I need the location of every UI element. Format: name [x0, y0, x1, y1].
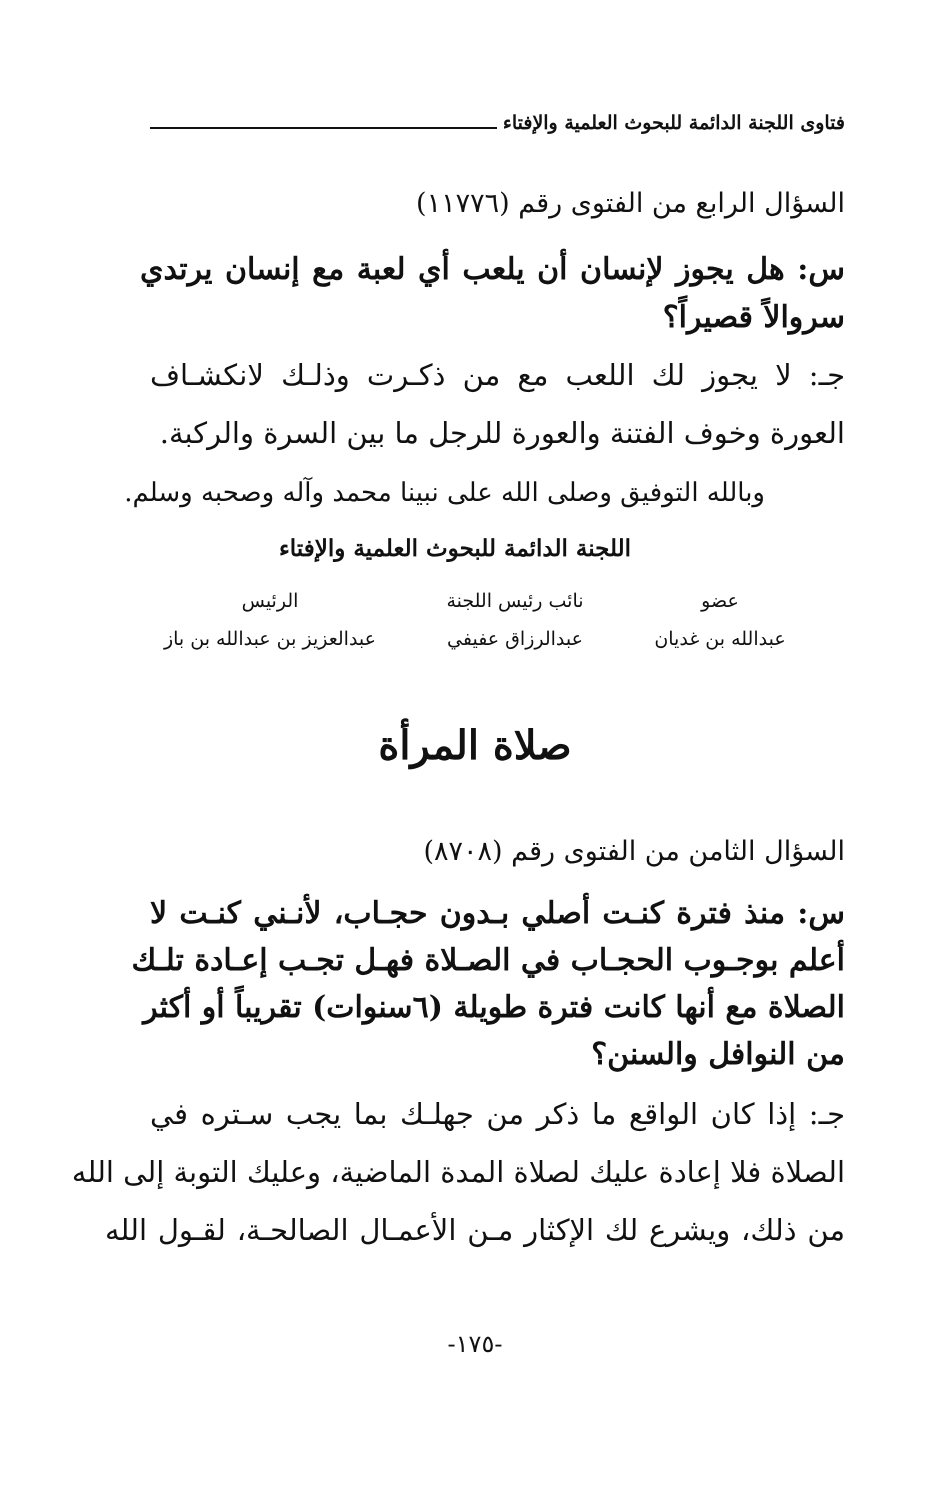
running-header — [150, 112, 845, 134]
page-number: -١٧٥- — [447, 1330, 503, 1358]
fatwa-1-answer-line-2: العورة وخوف الفتنة والعورة للرجل ما بين السرة والركبة. — [159, 416, 845, 450]
role-vice-president: نائب رئيس اللجنة — [446, 590, 584, 612]
fatwa-2-answer-line-3: من ذلك، ويشرع لك الإكثار مـن الأعمـال الصالحـة، لقـول الله — [105, 1213, 845, 1247]
name-vice-president: عبدالرزاق عفيفي — [447, 628, 583, 650]
fatwa-1-answer-line-1: جـ: لا يجوز لك اللعب مع من ذكـرت وذلـك لانكشـاف — [150, 358, 845, 392]
committee-name: اللجنة الدائمة للبحوث العلمية والإفتاء — [278, 535, 632, 562]
name-member: عبدالله بن غديان — [654, 628, 786, 650]
fatwa-1-question-line-1: س: هل يجوز لإنسان أن يلعب أي لعبة مع إنسان يرتدي — [140, 252, 845, 287]
fatwa-2-answer-line-1: جـ: إذا كان الواقع ما ذكر من جهلـك بما يجب سـتره في — [150, 1097, 845, 1131]
fatwa-2-answer-line-2: الصلاة فلا إعادة عليك لصلاة المدة الماضية، وعليك التوبة إلى الله — [71, 1155, 845, 1189]
fatwa-2-question-line-4: من النوافل والسنن؟ — [591, 1037, 845, 1072]
fatwa-1-closing: وبالله التوفيق وصلى الله على نبينا محمد وآله وصحبه وسلم. — [124, 478, 765, 508]
name-president: عبدالعزيز بن عبدالله بن باز — [163, 628, 377, 650]
header-rule — [150, 127, 497, 129]
fatwa-2-question-line-3: الصلاة مع أنها كانت فترة طويلة (٦سنوات) تقريباً أو أكثر — [143, 990, 845, 1025]
running-title: فتاوى اللجنة الدائمة للبحوث العلمية والإفتاء — [502, 112, 845, 134]
fatwa-1-reference: السؤال الرابع من الفتوى رقم (١١٧٧٦) — [416, 188, 845, 219]
role-member: عضو — [701, 590, 739, 612]
role-president: الرئيس — [241, 590, 299, 612]
signatory-names — [150, 628, 800, 650]
section-title: صلاة المرأة — [378, 722, 572, 769]
fatwa-2-reference: السؤال الثامن من الفتوى رقم (٨٧٠٨) — [423, 836, 845, 867]
fatwa-1-question-line-2: سروالاً قصيراً؟ — [662, 300, 845, 335]
fatwa-2-question-line-1: س: منذ فترة كنـت أصلي بـدون حجـاب، لأنـني كنـت لا — [150, 896, 845, 931]
signatory-roles — [150, 590, 800, 612]
fatwa-2-question-line-2: أعلم بوجـوب الحجـاب في الصـلاة فهـل تجـب إعـادة تلـك — [131, 943, 845, 978]
